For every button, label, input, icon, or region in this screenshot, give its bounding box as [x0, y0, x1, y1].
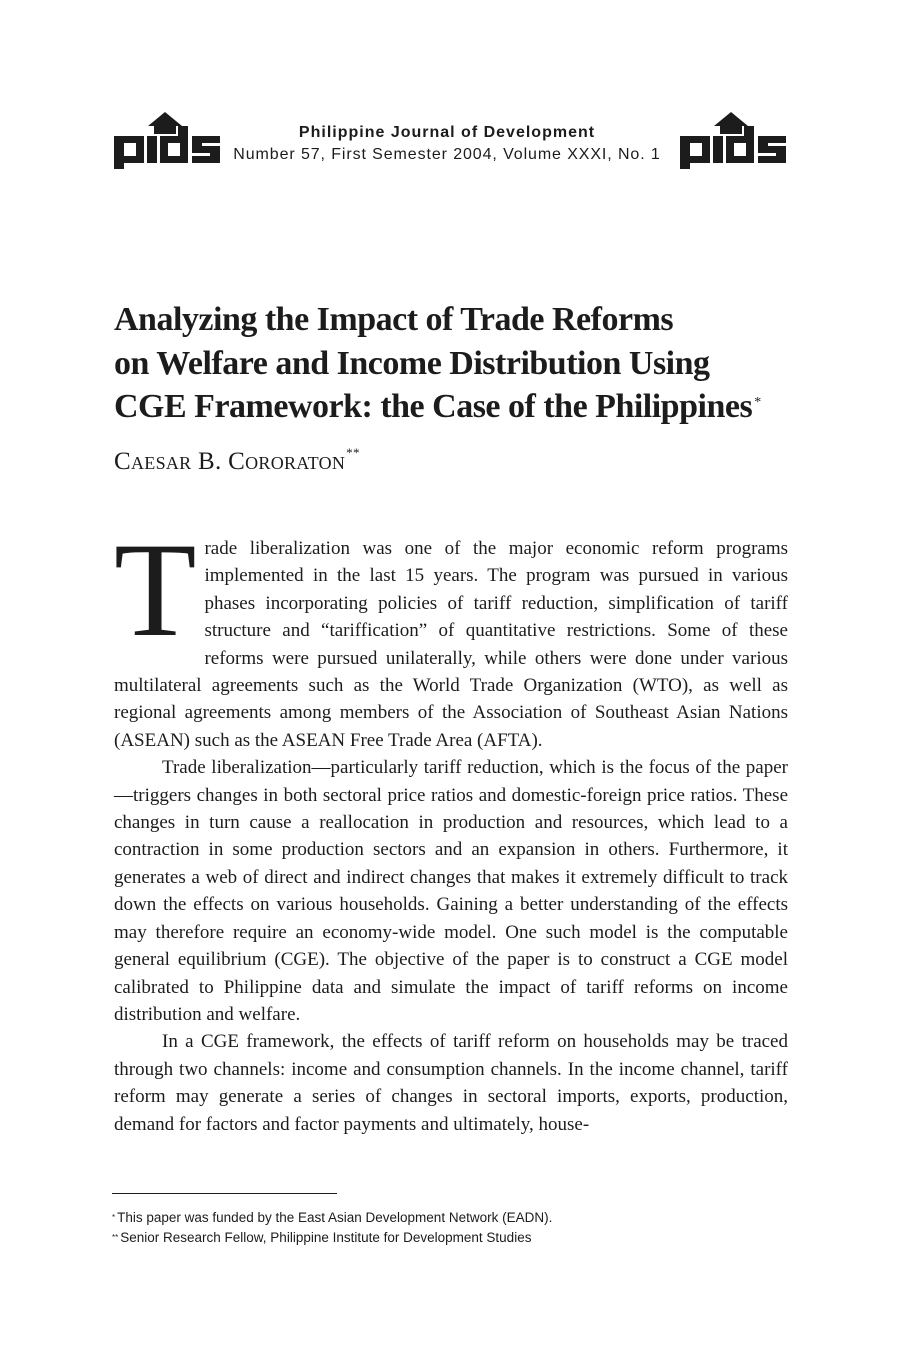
article-title — [114, 298, 814, 429]
article-body — [114, 516, 788, 1138]
body-paragraph — [114, 516, 788, 754]
body-paragraph: In a CGE framework, the effects of tariff reform on households may be traced through two channels: income and consumption channels. In the income channel, tariff reform may generate a series of changes in sectoral imports, exports, production, demand for factors and factor payments and ultimately, house- — [114, 1031, 788, 1135]
title-line — [114, 385, 814, 429]
title-line: on Welfare and Income Distribution Using — [114, 344, 710, 382]
title-line: Analyzing the Impact of Trade Reforms — [114, 301, 674, 338]
author-name — [114, 445, 360, 476]
drop-cap: T — [114, 516, 197, 665]
footnote — [112, 1208, 788, 1228]
footnote-mark: * — [112, 1213, 116, 1222]
journal-header — [112, 112, 788, 172]
journal-info — [227, 122, 667, 166]
pids-logo — [112, 112, 222, 170]
title-line-text: CGE Framework: the Case of the Philippines — [114, 388, 753, 425]
author-footnote-mark[interactable]: ** — [346, 445, 360, 460]
pids-logo — [678, 112, 788, 170]
journal-name: Philippine Journal of Development — [298, 124, 596, 141]
footnote-text: Senior Research Fellow, Philippine Institute for Development Studies — [120, 1230, 532, 1245]
footnote-text: This paper was funded by the East Asian Development Network (EADN). — [117, 1210, 553, 1225]
paragraph-text: rade liberalization was one of the major economic reform programs implemented in the last 15 years. The program was pursued in various phases incorporating policies of tariff reduction, simplification of tariff structure and “tariffication” of quantitative restrictions. Some of these reforms were pursued unilaterally, while others were done under various multilateral agreements such as the World Trade Organization (WTO), as well as regional agreements among members of the Association of Southeast Asian Nations (ASEAN) such as the ASEAN Free Trade Area (AFTA). — [114, 538, 788, 751]
author-text: Caesar B. Cororaton — [114, 448, 346, 475]
title-footnote-mark[interactable]: * — [754, 395, 761, 410]
footnotes — [112, 1208, 788, 1248]
issue-line: Number 57, First Semester 2004, Volume XXXI, No. 1 — [233, 146, 661, 163]
footnote — [112, 1228, 788, 1248]
footnote-divider — [112, 1193, 337, 1194]
body-paragraph: Trade liberalization—particularly tariff reduction, which is the focus of the paper—triggers changes in both sectoral price ratios and domestic-foreign price ratios. These changes in turn cause a reallocation in production and resources, which lead to a contraction in some production sectors and an expansion in others. Furthermore, it generates a web of direct and indirect changes that makes it extremely difficult to track down the effects on various households. Gaining a better understanding of the effects may therefore require an economy-wide model. One such model is the computable general equilibrium (CGE). The objective of the paper is to construct a CGE model calibrated to Philippine data and simulate the impact of tariff reforms on income distribution and welfare. — [114, 757, 788, 1025]
footnote-mark: ** — [112, 1233, 119, 1242]
